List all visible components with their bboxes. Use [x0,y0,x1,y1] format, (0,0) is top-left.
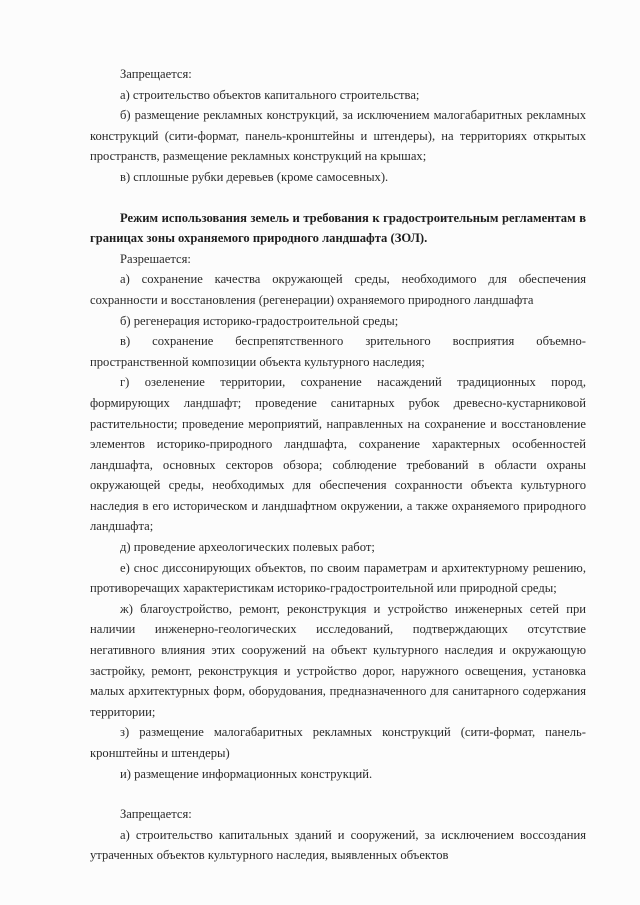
list-item: а) сохранение качества окружающей среды, необходимого для обеспечения сохранности и восстановления (регенерации) охраняемого природного ландшафта [90,272,586,307]
list-item: а) строительство объектов капитального строительства; [120,87,420,102]
prohibited-heading: Запрещается: [120,807,192,822]
list-item: а) строительство капитальных зданий и сооружений, за исключением воссоздания утраченных объектов культурного наследия, выявленных объектов [90,827,586,863]
list-item: в) сплошные рубки деревьев (кроме самосевных). [120,169,389,184]
list-item: б) размещение рекламных конструкций, за исключением малогабаритных рекламных конструкций (сити-формат, панель-кронштейны и штендеры), на территориях открытых пространств, размещение рекламных конструкций на крышах; [90,108,586,164]
list-item: д) проведение археологических полевых работ; [120,540,375,555]
list-item: и) размещение информационных конструкций. [120,766,373,781]
list-item: з) размещение малогабаритных рекламных конструкций (сити-формат, панель-кронштейны и штендеры) [90,725,586,760]
paragraph-gap [90,188,586,208]
list-item: е) снос диссонирующих объектов, по своим параметрам и архитектурному решению, противоречащих характеристикам историко-градостроительной или природной среды; [90,560,586,596]
prohibited-heading: Запрещается: [120,67,192,81]
list-item: ж) благоустройство, ремонт, реконструкция и устройство инженерных сетей при наличии инженерно-геологических исследований, подтверждающих отсутствие негативного влияния этих сооружений на объект культурного наследия и окружающую застройку, ремонт, реконструкция и устройство дорог, наружного освещения, установка малых архитектурных форм, оборудования, предназначенного для санитарного содержания территории; [90,601,586,719]
document-body [90,64,586,866]
list-item: г) озеленение территории, сохранение насаждений традиционных пород, формирующих ландшафт; проведение санитарных рубок древесно-кустарниковой растительности; проведение мероприятий, направленных на сохранение и восстановление элементов историко-природного ландшафта, сохранение характерных особенностей ландшафта, основных секторов обзора; соблюдение требований в области охраны окружающей среды, необходимых для обеспечения сохранности объекта культурного наследия в его историческом и ландшафтном окружении, а также охраняемого природного ландшафта; [90,375,586,534]
list-item: б) регенерация историко-градостроительной среды; [120,313,399,328]
section-heading: Режим использования земель и требования к градостроительным регламентам в границах зоны охраняемого природного ландшафта (ЗОЛ). [90,210,586,246]
permitted-heading: Разрешается: [120,251,191,266]
paragraph-gap [90,784,586,804]
list-item: в) сохранение беспрепятственного зрительного восприятия объемно-пространственной композиции объекта культурного наследия; [90,334,586,369]
